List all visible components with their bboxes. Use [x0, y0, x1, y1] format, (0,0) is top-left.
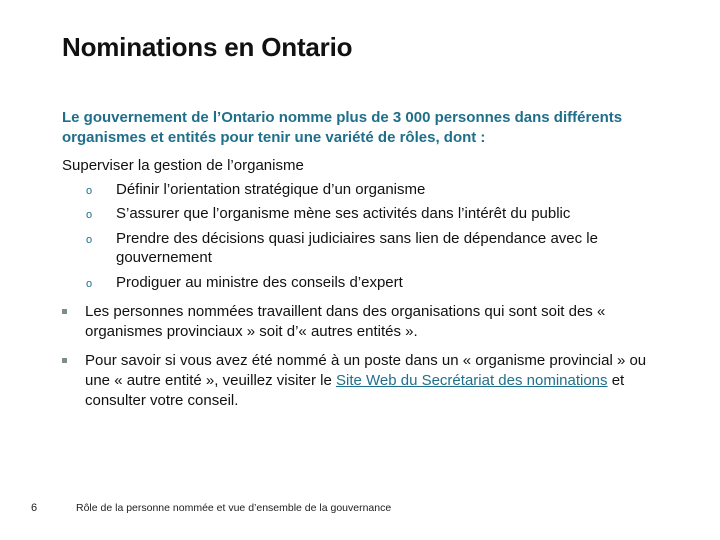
- nominations-secretariat-link[interactable]: Site Web du Secrétariat des nominations: [335, 372, 608, 389]
- bullet-text: Les personnes nommées travaillent dans des organisations qui sont soit des « organismes provinciaux » soit d’« autres entités ».: [85, 303, 606, 340]
- sub-item-text: Définir l’orientation stratégique d’un organisme: [116, 181, 426, 198]
- footer-text: Rôle de la personne nommée et vue d’ensemble de la gouvernance: [76, 502, 392, 514]
- sub-item: [86, 273, 646, 292]
- intro-text: Le gouvernement de l’Ontario nomme plus de 3 000 personnes dans différents organismes et entités pour tenir une variété de rôles, dont :: [62, 109, 623, 146]
- sub-item: [86, 180, 646, 199]
- bullet-text-after: et consulter votre conseil.: [85, 372, 625, 409]
- page-number: 6: [31, 502, 38, 514]
- circle-bullet-icon: o: [86, 234, 93, 246]
- sub-item: [86, 204, 646, 223]
- circle-bullet-icon: o: [86, 185, 93, 197]
- circle-bullet-icon: o: [86, 278, 93, 290]
- slide-title: Nominations en Ontario: [62, 32, 353, 62]
- bullet-text-before: Pour savoir si vous avez été nommé à un poste dans un « organisme provincial » ou une « autre entité », veuillez visiter le: [85, 352, 647, 389]
- square-bullet-icon: [62, 358, 67, 363]
- sub-item: [86, 229, 646, 267]
- bullet-item: [62, 302, 662, 342]
- square-bullet-icon: [62, 309, 67, 314]
- lead-item: Superviser la gestion de l’organisme: [62, 157, 304, 174]
- bullet-item: [62, 351, 662, 411]
- sub-item-text: S’assurer que l’organisme mène ses activités dans l’intérêt du public: [116, 205, 571, 222]
- circle-bullet-icon: o: [86, 209, 93, 221]
- sub-item-text: Prodiguer au ministre des conseils d’expert: [116, 274, 403, 291]
- bullet-text: [85, 351, 662, 411]
- sub-item-text: Prendre des décisions quasi judiciaires sans lien de dépendance avec le gouvernement: [116, 230, 598, 266]
